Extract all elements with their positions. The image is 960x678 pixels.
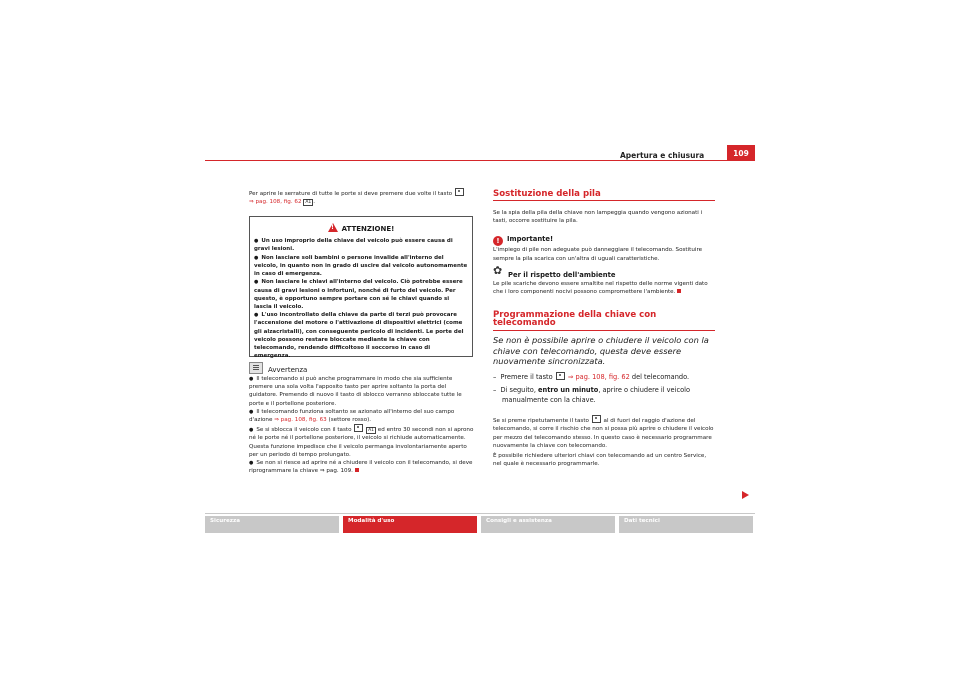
section-title-battery: Sostituzione della pila (493, 189, 601, 199)
bullet-icon: ● (254, 238, 259, 244)
left-intro: Per aprire le serrature di tutte le porte si deve premere due volte il tasto ⇒ pag. 108, fig. 62 A1 . (249, 188, 475, 206)
next-page-arrow-icon[interactable] (742, 491, 749, 499)
bullet-icon: ● (254, 279, 259, 286)
warning-triangle-icon (328, 223, 338, 232)
note-title: Avvertenza (268, 366, 308, 374)
bullet-icon: ● (249, 460, 254, 467)
battery-text: Se la spia della pila della chiave non lampeggia quando vengono azionati i tasti, occorre sostituire la pila. (493, 209, 703, 225)
note-section (249, 362, 475, 475)
page-header-title: Apertura e chiusura (620, 151, 705, 160)
note-item: ● Il telecomando si può anche programmare in modo che sia sufficiente premere una sola volta l'apposito tasto per aprire soltanto la porta del guidatore. Premendo di nuovo il tasto di sblocco verranno sbloccate tutte le porte e il portellone posteriore. (249, 376, 462, 407)
footer-tab-consigli[interactable]: Consigli e assistenza (481, 516, 615, 533)
note-item: ● Se non si riesce ad aprire né a chiudere il veicolo con il telecomando, si deve riprogrammare la chiave ⇒ pag. 109. (249, 460, 473, 475)
warning-item: ● Non lasciare le chiavi all'interno del veicolo. Ciò potrebbe essere causa di gravi lesioni o infortuni, nonché di furto del veicolo. Per questo, è opportuno sempre portare con sé le chiavi quando si lascia il veicolo. (254, 279, 463, 310)
warning-item: ● L'uso incontrollato della chiave da parte di terzi può provocare l'accensione del motore o l'attivazione di dispositivi elettrici (come gli alzacristalli), con conseguente pericolo di incidenti. Le porte del veicolo possono restare bloccate mediante la chiave con telecomando, rendendo difficoltoso il soccorso in caso di emergenza. (254, 312, 464, 359)
flower-environment-icon (493, 269, 504, 279)
section-end-icon (355, 468, 359, 472)
warning-item: ● Non lasciare soli bambini o persone invalide all'interno del veicolo, in quanto non in grado di uscire dal veicolo autonomamente in caso di emergenza. (254, 254, 468, 277)
header-divider (205, 160, 755, 161)
environment-text: Le pile scariche devono essere smaltite nel rispetto delle norme vigenti dato che i loro componenti nocivi possono compromettere l'ambiente. (493, 280, 708, 295)
note-item: ● Se si sblocca il veicolo con il tasto A1 ed entro 30 secondi non si aprono né le porte né il portellone posteriore, il veicolo si richiude automaticamente. Questa funzione impedisce che il veicolo permanga involontariamente aperto per un periodo di tempo prolungato. (249, 424, 475, 459)
footer-divider (205, 513, 755, 514)
intro-ref-label: A1 (305, 200, 312, 206)
note-header (249, 362, 475, 375)
right-column (493, 190, 715, 468)
bullet-icon: ● (254, 254, 259, 261)
programming-lead: Se non è possibile aprire o chiudere il veicolo con la chiave con telecomando, questa deve essere nuovamente sincronizzata. (493, 335, 709, 367)
unlock-key-icon (592, 415, 601, 423)
note-icon (249, 362, 263, 374)
unlock-key-icon (455, 188, 464, 196)
footer-tab-dati-tecnici[interactable]: Dati tecnici (619, 516, 753, 533)
section-title-programming: Programmazione della chiave con telecomando (493, 310, 657, 329)
important-text: L'impiego di pile non adeguate può danneggiare il telecomando. Sostituire sempre la pila scarica con un'altra di uguali caratteristiche. (493, 247, 703, 262)
unlock-key-icon (354, 424, 363, 432)
step-item: – Di seguito, entro un minuto, aprire o chiudere il veicolo manualmente con la chiave. (493, 386, 690, 404)
note-ref-label: A1 (368, 428, 375, 434)
warning-title: ATTENZIONE! (341, 225, 395, 233)
important-header: ! Importante! (493, 235, 715, 246)
environment-header: ✿Per il rispetto dell'ambiente (493, 269, 715, 280)
warning-header (250, 223, 472, 233)
intro-page-ref[interactable]: ⇒ pag. 108, fig. 62 (249, 199, 302, 206)
step-page-ref[interactable]: ⇒ pag. 108, fig. 62 (567, 372, 630, 381)
footer-tab-modalita-uso[interactable]: Modalità d'uso (343, 516, 477, 533)
section-end-icon (677, 289, 681, 293)
section-divider (493, 330, 715, 331)
section-divider (493, 200, 715, 201)
bullet-icon: ● (249, 427, 254, 434)
page-number: 109 (727, 145, 755, 161)
programming-warning-text: Se si preme ripetutamente il tasto al di fuori del raggio d'azione del telecomando, si corre il rischio che non si possa più aprire o chiudere il veicolo per mezzo del telecomando stesso. In questo caso è necessario programmare nuovamente la chiave con telecomando. (493, 415, 715, 450)
warning-box (249, 216, 473, 357)
intro-text: Per aprire le serrature di tutte le porte si deve premere due volte il tasto (249, 191, 453, 197)
important-icon: ! (493, 236, 503, 246)
additional-keys-text: È possibile richiedere ulteriori chiavi con telecomando ad un centro Service, nel quale è necessario programmarle. (493, 453, 707, 468)
note-item: ● Il telecomando funziona soltanto se azionato all'interno del suo campo d'azione ⇒ pag. 108, fig. 63 (settore rosso). (249, 408, 455, 424)
bullet-icon: ● (249, 408, 254, 415)
warning-list (254, 237, 468, 360)
warning-item: ● Un uso improprio della chiave del veicolo può essere causa di gravi lesioni. (254, 238, 453, 253)
footer-tab-sicurezza[interactable]: Sicurezza (205, 516, 339, 533)
bullet-icon: ● (249, 376, 254, 382)
unlock-key-icon (556, 372, 565, 380)
bullet-icon: ● (254, 312, 259, 319)
note-page-ref[interactable]: ⇒ pag. 108, fig. 63 (274, 417, 327, 424)
step-item: – Premere il tasto ⇒ pag. 108, fig. 62 del telecomando. (493, 372, 690, 381)
